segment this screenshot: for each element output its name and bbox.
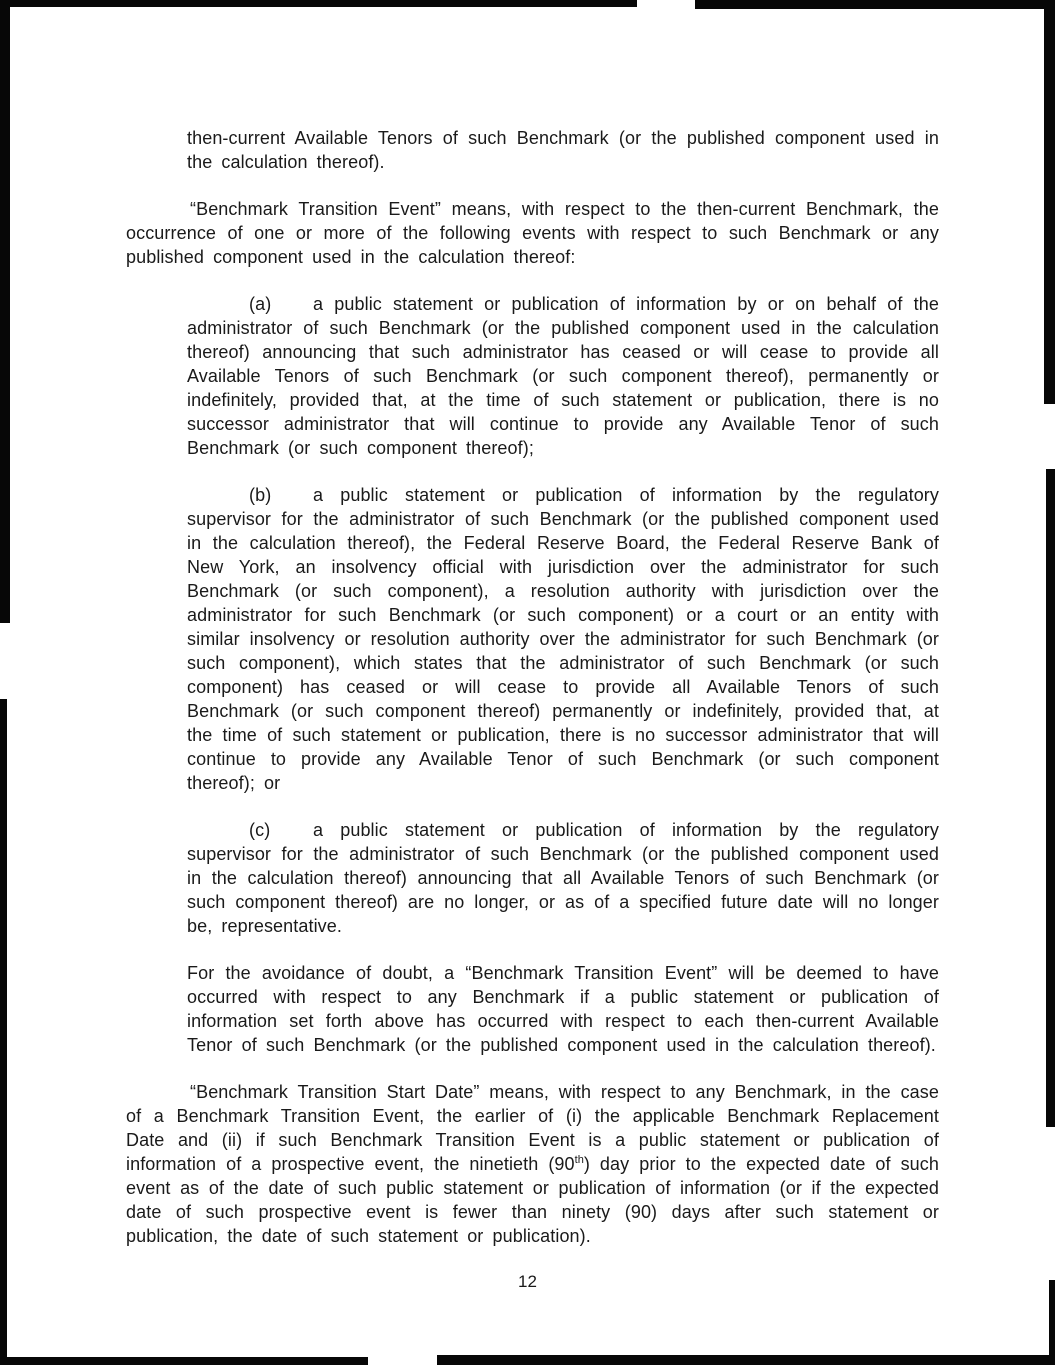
list-item-c-text: a public statement or publication of information by the regulatory supervisor for the administrator of such Benchmark (or the published component used in the calculation thereof) announcing that all Available Tenors of such Benchmark (or such component thereof) are no longer, or as of a specified future date will no longer be, representative.: [187, 820, 939, 936]
list-item-c-label: (c): [249, 820, 271, 840]
document-body: [126, 126, 939, 1271]
scan-edge-right-lower: [1049, 1280, 1055, 1365]
scan-edge-bottom-right: [437, 1355, 1055, 1365]
paragraph-continuation: then-current Available Tenors of such Benchmark (or the published component used in the calculation thereof).: [187, 128, 939, 172]
ordinal-superscript: th: [574, 1154, 584, 1166]
scan-edge-bottom-left: [0, 1357, 368, 1365]
list-item-b-label: (b): [249, 485, 272, 505]
scan-edge-right-upper: [1044, 0, 1055, 404]
scan-edge-top-right: [695, 0, 1055, 9]
start-date-text-after-superscript: ) day prior to the expected date of such event as of the date of such public statement or publication of information (or if the expected date of such prospective event is fewer than ninety (90) days after such statement or publication, the date of such statement or publication).: [126, 1154, 940, 1246]
list-item-c: [187, 818, 939, 938]
scan-edge-left-upper: [0, 0, 10, 623]
list-item-a: [187, 292, 939, 460]
list-item-b: [187, 483, 939, 795]
list-item-a-text: a public statement or publication of information by or on behalf of the administrator of such Benchmark (or the published component used in the calculation thereof) announcing that such administrator has ceased or will cease to provide all Available Tenors of such Benchmark (or such component thereof), permanently or indefinitely, provided that, at the time of such statement or publication, there is no successor administrator that will continue to provide any Available Tenor of such Benchmark (or such component thereof);: [187, 294, 939, 458]
scan-edge-right-mid: [1046, 469, 1055, 1127]
scan-edge-top-left: [0, 0, 637, 7]
list-item-a-label: (a): [249, 294, 272, 314]
paragraph-benchmark-transition-event: “Benchmark Transition Event” means, with respect to the then-current Benchmark, the occurrence of one or more of the following events with respect to such Benchmark or any published component used in the calculation thereof:: [126, 199, 939, 267]
page-number: 12: [518, 1272, 537, 1291]
list-item-b-text: a public statement or publication of information by the regulatory supervisor for the administrator of such Benchmark (or the published component used in the calculation thereof), the Federal Reserve Board, the Federal Reserve Bank of New York, an insolvency official with jurisdiction over the administrator for such Benchmark (or such component), a resolution authority with jurisdiction over the administrator for such Benchmark (or such component) or a court or an entity with similar insolvency or resolution authority over the administrator for such Benchmark (or such component), which states that the administrator of such Benchmark (or such component) has ceased or will cease to provide all Available Tenors of such Benchmark (or such component thereof) permanently or indefinitely, provided that, at the time of such statement or publication, there is no successor administrator that will continue to provide any Available Tenor of such Benchmark (or such component thereof); or: [187, 485, 939, 793]
paragraph-benchmark-transition-start-date: [126, 1080, 939, 1248]
paragraph-avoidance-of-doubt: For the avoidance of doubt, a “Benchmark Transition Event” will be deemed to have occurred with respect to any Benchmark if a public statement or publication of information set forth above has occurred with respect to each then-current Available Tenor of such Benchmark (or the published component used in the calculation thereof).: [187, 963, 939, 1055]
scan-edge-left-lower: [0, 699, 7, 1365]
start-date-text-before-superscript: “Benchmark Transition Start Date” means, with respect to any Benchmark, in the case of a Benchmark Transition Event, the earlier of (i) the applicable Benchmark Replacement Date and (ii) if such Benchmark Transition Event is a public statement or publication of information of a prospective event, the ninetieth (90: [126, 1082, 939, 1174]
